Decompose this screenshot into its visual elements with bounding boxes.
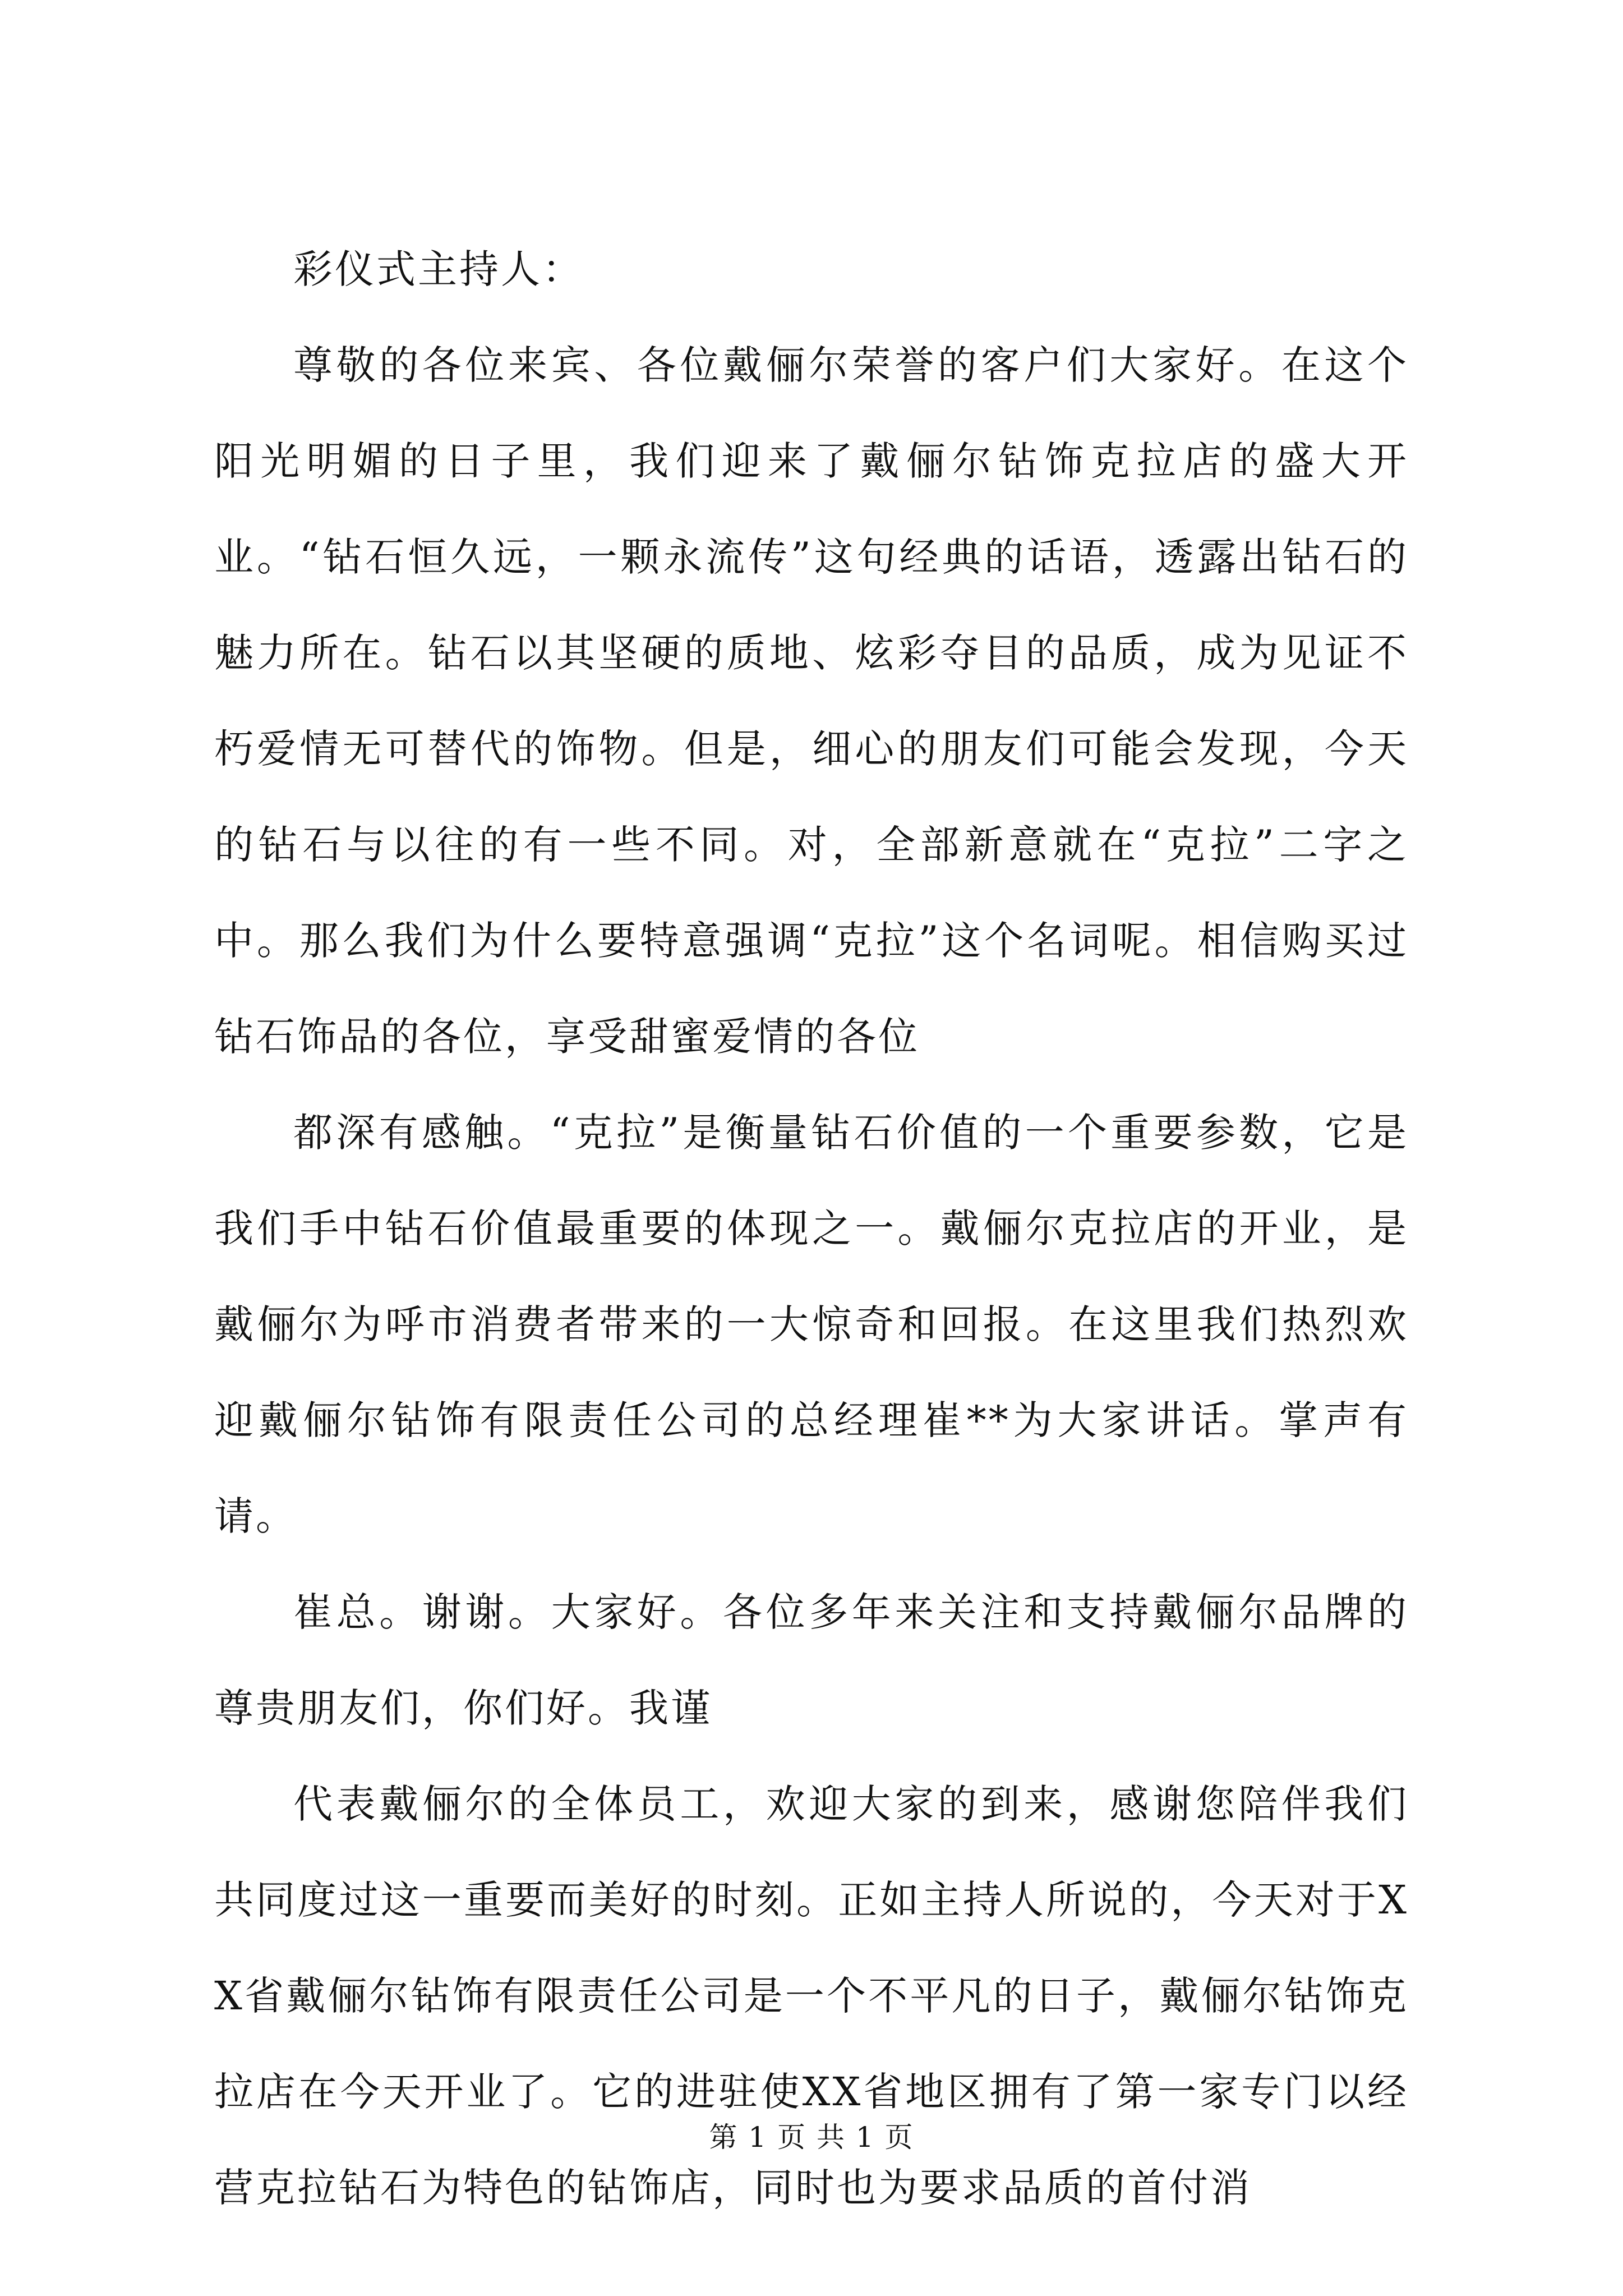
paragraph-host-title: 彩仪式主持人： — [293, 246, 584, 292]
document-body — [214, 222, 1409, 2236]
page-number-footer: 第 1 页 共 1 页 — [709, 2121, 914, 2154]
paragraph-opening-speech: 尊敬的各位来宾、各位戴俪尔荣誉的客户们大家好。在这个阳光明媚的日子里，我们迎来了戴俪尔钻饰克拉店的盛大开业。“钻石恒久远，一颗永流传”这句经典的话语，透露出钻石的魅力所在。钻石以其坚硬的质地、炫彩夺目的品质，成为见证不朽爱情无可替代的饰物。但是，细心的朋友们可能会发现，今天的钻石与以往的有一些不同。对，全部新意就在“克拉”二字之中。那么我们为什么要特意强调“克拉”这个名词呢。相信购买过钻石饰品的各位，享受甜蜜爱情的各位 — [214, 342, 1409, 1060]
paragraph-manager-speech: 代表戴俪尔的全体员工，欢迎大家的到来，感谢您陪伴我们共同度过这一重要而美好的时刻。正如主持人所说的，今天对于XX省戴俪尔钻饰有限责任公司是一个不平凡的日子，戴俪尔钻饰克拉店在今天开业了。它的进驻使XX省地区拥有了第一家专门以经营克拉钻石为特色的钻饰店，同时也为要求品质的首付消 — [214, 1781, 1409, 2211]
paragraph-manager-greeting: 崔总。谢谢。大家好。各位多年来关注和支持戴俪尔品牌的尊贵朋友们，你们好。我谨 — [214, 1589, 1409, 1731]
paragraph-carat-introduction: 都深有感触。“克拉”是衡量钻石价值的一个重要参数，它是我们手中钻石价值最重要的体现之一。戴俪尔克拉店的开业，是戴俪尔为呼市消费者带来的一大惊奇和回报。在这里我们热烈欢迎戴俪尔钻饰有限责任公司的总经理崔**为大家讲话。掌声有请。 — [214, 1110, 1409, 1539]
